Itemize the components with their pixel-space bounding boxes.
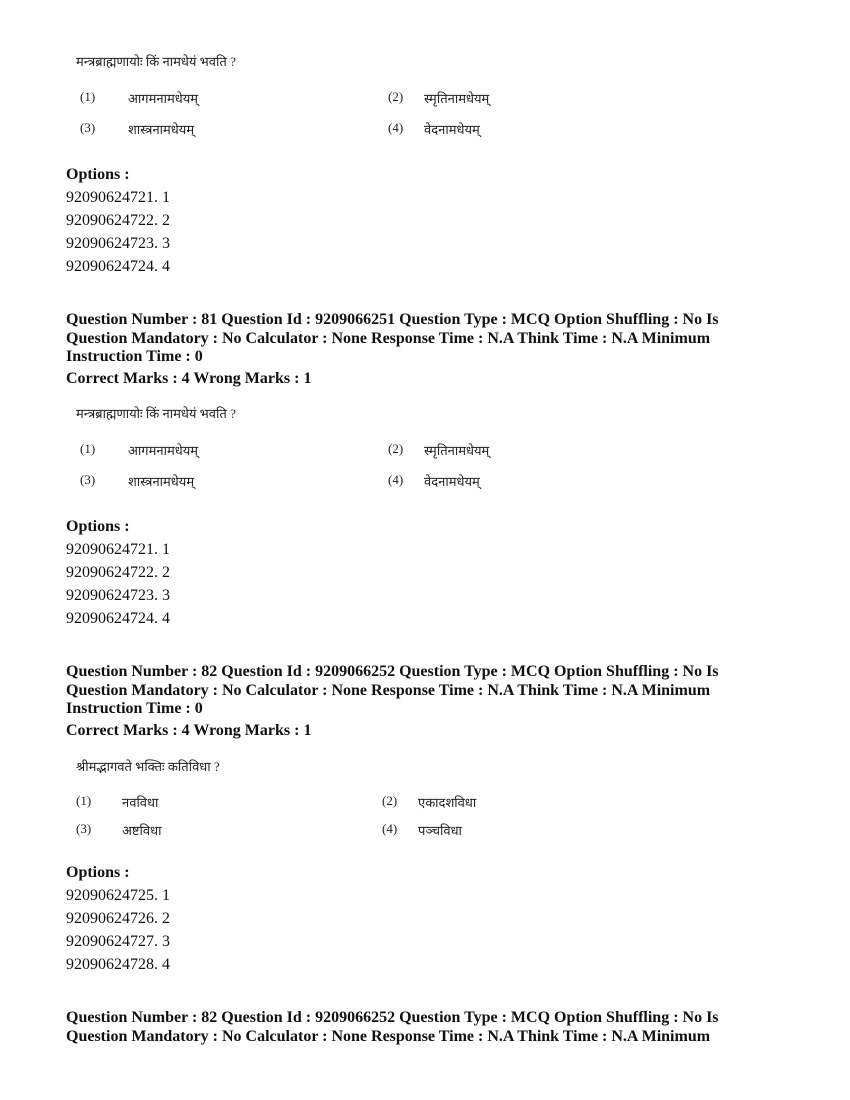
option-line: 92090624728. 4 xyxy=(66,956,170,973)
choice-text: स्मृतिनामधेयम् xyxy=(424,91,490,106)
choice-text: स्मृतिनामधेयम् xyxy=(424,443,490,458)
options-label: Options : xyxy=(66,864,130,881)
choice-text: वेदनामधेयम् xyxy=(424,122,480,137)
choice-text: वेदनामधेयम् xyxy=(424,474,480,489)
question-meta-line: Question Number : 82 Question Id : 9209066252 Question Type : MCQ Option Shuffling : No Is xyxy=(66,663,719,680)
marks-line: Correct Marks : 4 Wrong Marks : 1 xyxy=(66,370,312,387)
question-meta-line: Question Number : 81 Question Id : 9209066251 Question Type : MCQ Option Shuffling : No Is xyxy=(66,311,719,328)
question-meta-line: Question Mandatory : No Calculator : None Response Time : N.A Think Time : N.A Minimum xyxy=(66,681,711,699)
choice-number: (4) xyxy=(382,821,398,836)
choice-text: एकादशविधा xyxy=(418,795,477,810)
question-text: मन्त्रब्राह्मणायोः किं नामधेयं भवति ? xyxy=(76,406,236,421)
option-line: 92090624721. 1 xyxy=(66,541,170,558)
option-line: 92090624725. 1 xyxy=(66,887,170,904)
choice-number: (3) xyxy=(76,821,92,836)
choice-number: (1) xyxy=(80,89,96,104)
choice-number: (1) xyxy=(80,441,96,456)
question-meta xyxy=(66,311,766,367)
choice-text: शास्त्रनामधेयम् xyxy=(128,474,195,489)
option-line: 92090624722. 2 xyxy=(66,564,170,581)
choice-text: पञ्चविधा xyxy=(418,823,462,838)
option-line: 92090624724. 4 xyxy=(66,258,170,275)
choice-text: नवविधा xyxy=(122,795,159,810)
question-meta xyxy=(66,1009,766,1046)
choice-text: आगमनामधेयम् xyxy=(128,91,199,106)
choice-number: (4) xyxy=(388,472,404,487)
choice-number: (4) xyxy=(388,120,404,135)
marks-line: Correct Marks : 4 Wrong Marks : 1 xyxy=(66,722,312,739)
question-meta-line: Question Mandatory : No Calculator : None Response Time : N.A Think Time : N.A Minimum xyxy=(66,1027,711,1045)
question-meta-line: Question Number : 82 Question Id : 9209066252 Question Type : MCQ Option Shuffling : No Is xyxy=(66,1009,719,1026)
option-line: 92090624723. 3 xyxy=(66,587,170,604)
question-meta-line: Question Mandatory : No Calculator : None Response Time : N.A Think Time : N.A Minimum xyxy=(66,329,711,347)
question-text: मन्त्रब्राह्मणायोः किं नामधेयं भवति ? xyxy=(76,54,236,69)
option-line: 92090624726. 2 xyxy=(66,910,170,927)
option-line: 92090624721. 1 xyxy=(66,189,170,206)
choice-number: (3) xyxy=(80,120,96,135)
choice-text: शास्त्रनामधेयम् xyxy=(128,122,195,137)
choice-text: आगमनामधेयम् xyxy=(128,443,199,458)
choice-number: (2) xyxy=(388,441,404,456)
choice-number: (1) xyxy=(76,793,92,808)
option-line: 92090624727. 3 xyxy=(66,933,170,950)
choice-number: (2) xyxy=(388,89,404,104)
options-label: Options : xyxy=(66,518,130,535)
question-meta-line: Instruction Time : 0 xyxy=(66,700,203,717)
question-text: श्रीमद्भागवते भक्तिः कतिविधा ? xyxy=(76,759,220,774)
choice-number: (3) xyxy=(80,472,96,487)
options-label: Options : xyxy=(66,166,130,183)
choice-number: (2) xyxy=(382,793,398,808)
option-line: 92090624723. 3 xyxy=(66,235,170,252)
option-line: 92090624724. 4 xyxy=(66,610,170,627)
option-line: 92090624722. 2 xyxy=(66,212,170,229)
question-meta xyxy=(66,663,766,719)
choice-text: अष्टविधा xyxy=(122,823,162,838)
question-meta-line: Instruction Time : 0 xyxy=(66,348,203,365)
